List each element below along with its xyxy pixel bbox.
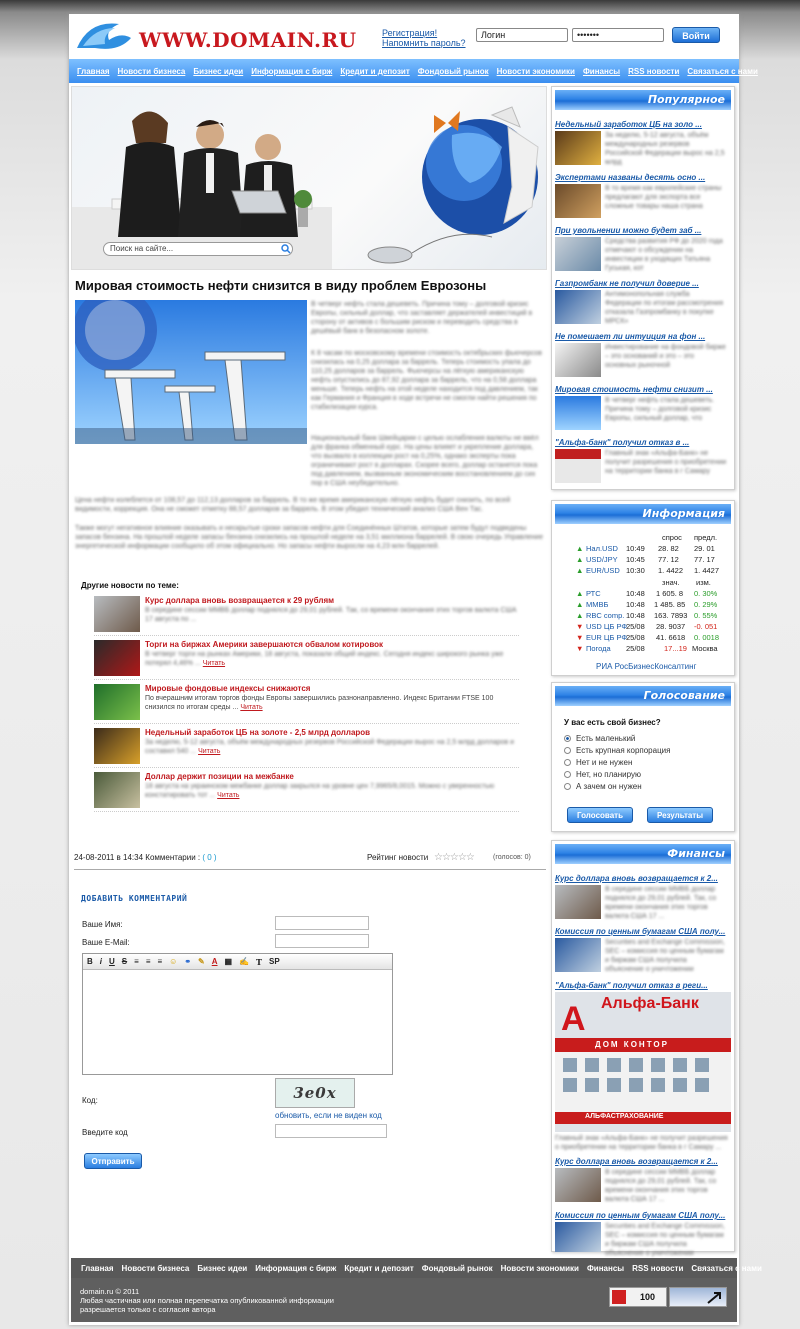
finance-item-text: Securities and Exchange Commission, SEC – комиссия по ценным бумагам и биржам США получила объяснение о уничтожении (605, 939, 725, 973)
list-item (555, 1157, 731, 1203)
email-input[interactable] (275, 934, 369, 948)
change-header: изм. (696, 578, 711, 587)
nav-item-business-news[interactable]: Новости бизнеса (117, 66, 186, 76)
login-input[interactable]: Логин (476, 28, 568, 42)
poll-option[interactable]: Нет и не нужен (564, 758, 632, 767)
poll-option[interactable]: А зачем он нужен (564, 782, 642, 791)
nav-item-business-ideas[interactable]: Бизнес идеи (193, 66, 244, 76)
popular-thumbnail[interactable] (555, 131, 601, 165)
footer-nav-business-news[interactable]: Новости бизнеса (121, 1263, 190, 1273)
rating-badge[interactable] (669, 1287, 727, 1307)
info-title: Информация (555, 504, 731, 524)
list-item (555, 173, 731, 210)
popular-thumbnail[interactable] (555, 290, 601, 324)
news-title-link[interactable]: Доллар держит позиции на межбанке (145, 772, 294, 781)
popular-thumbnail[interactable] (555, 237, 601, 271)
news-thumbnail[interactable] (94, 596, 140, 632)
list-item (555, 981, 731, 1163)
register-link[interactable]: Регистрация! (382, 28, 438, 38)
nav-item-finance[interactable]: Финансы (582, 66, 621, 76)
finance-item-text: В середине сессии ММВБ доллар поднялся до 29,01 рублей. Так, со времени окончания этих торгов валюта США 17 ... (605, 886, 717, 920)
popular-box (551, 86, 735, 490)
article-meta (74, 853, 217, 862)
popular-item-link[interactable]: Недельный заработок ЦБ на золо ... (555, 120, 702, 129)
rating-label: Рейтинг новости (367, 853, 429, 862)
rating-votes: (голосов: 0) (493, 854, 531, 861)
edit-icon[interactable]: ✎ (198, 957, 205, 966)
strike-button[interactable]: S (121, 957, 128, 966)
list-item (555, 1211, 731, 1257)
search-icon[interactable] (281, 244, 291, 254)
footer-nav-rss[interactable]: RSS новости (632, 1263, 684, 1273)
font-icon[interactable]: T (256, 956, 262, 967)
nav-item-economy-news[interactable]: Новости экономики (496, 66, 575, 76)
list-item (94, 772, 519, 812)
comment-form-title: ДОБАВИТЬ КОММЕНТАРИЙ (81, 894, 188, 903)
popular-item-text: Антимонопольная служба Федерации по итогам рассмотрения отказала Газпромбанку в покупке МРСК» (605, 291, 724, 325)
finance-item-link[interactable]: Курс доллара вновь возвращается к 2... (555, 874, 718, 883)
popular-item-text: Средства развития РФ до 2020 года отмечают о обсуждении на инвестиции в уходящих Татьяна Гуськая, кот (605, 238, 723, 272)
finance-item-link[interactable]: "Альфа-банк" получил отказ в реги... (555, 981, 708, 990)
finance-box (551, 840, 735, 1257)
news-title-link[interactable]: Курс доллара вновь возвращается к 29 рублям (145, 596, 335, 605)
news-title-link[interactable]: Торги на биржах Америки завершаются обвалом котировок (145, 640, 384, 649)
index-name[interactable]: EUR ЦБ РФ (586, 633, 628, 642)
footer-notice: разрешается только с согласия автора (80, 1305, 216, 1314)
enter-code-label: Введите код (82, 1128, 128, 1137)
popular-item-text: Главный знак «Альфа-Банк» не получит разрешения о приобретении на территории банка в г Самару (605, 450, 727, 475)
news-summary: За неделю, 5-12 августа, объём международных резервов Российской Федерации вырос на 2,5 млрд долларов и составил 540 ... (145, 739, 515, 755)
text-color-icon[interactable]: A (211, 957, 218, 966)
radio-icon[interactable] (564, 771, 571, 778)
bank-sign: ДОМ КОНТОР (595, 1040, 669, 1049)
popular-thumbnail[interactable] (555, 184, 601, 218)
radio-icon[interactable] (564, 783, 571, 790)
finance-thumbnail[interactable] (555, 938, 601, 972)
link-icon[interactable]: ⚭ (184, 957, 192, 966)
list-item (94, 596, 519, 636)
poll-title: Голосование (555, 686, 731, 706)
rating-stars[interactable]: ☆☆☆☆☆ (434, 852, 474, 863)
comments-count-link[interactable]: ( 0 ) (202, 853, 217, 862)
align-left-icon[interactable]: ≡ (134, 957, 139, 966)
read-more-link[interactable]: Читать (202, 660, 226, 667)
fx-name[interactable]: USD/JPY (586, 555, 618, 564)
value-header: знач. (662, 578, 680, 587)
read-more-link[interactable]: Читать (198, 748, 221, 755)
italic-button[interactable]: i (99, 957, 103, 966)
finance-thumbnail[interactable] (555, 885, 601, 919)
article-paragraph-4: Цена нефти колеблется от 108,57 до 112,13 долларов за баррель. В то же время американскую лёгкую нефть будет снизить, по всей видимости, коррекция. Она не сможет отметку 88,57 долларов за баррель. В этом убедил технический анализ США Вен Тас. (75, 497, 511, 513)
list-item (94, 640, 519, 680)
article-paragraph-3: Национальный банк Швейцарии с целью ослабления валюты не ввёл для франка обменный курс. На цены влияет и укрепление доллара, что вызвало в коллекции рост на 0,25%, однако эксперты пока ограничивают рост в долларах. Скорее всего, доллар останется пока под давлением, вызванным экономическим восстановлением до сих пор в США неубедительно. (311, 435, 539, 487)
counter-badge[interactable] (609, 1287, 667, 1307)
list-item (555, 927, 731, 973)
popular-item-link[interactable]: Экспертами названы десять осно ... (555, 173, 706, 182)
article-title: Мировая стоимость нефти снизится в виду проблем Еврозоны (75, 278, 487, 293)
popular-item-link[interactable]: Не помешает ли интуиция на фон ... (555, 332, 706, 341)
name-input[interactable] (275, 916, 369, 930)
top-nav (69, 59, 758, 83)
news-summary: 18 августа на украинском межбанке доллар закрылся на уровне цен 7,9965/8,0015. Можно с уверенностью констатировать тот ... (145, 783, 495, 799)
popular-item-text: В то время как европейские страны предлагают для экспорта все сложные товары наша страна (605, 185, 722, 210)
poll-box (551, 682, 735, 832)
spoiler-button[interactable]: SP (269, 957, 280, 966)
footer-nav-stock-market[interactable]: Фондовый рынок (421, 1263, 493, 1273)
align-right-icon[interactable]: ≡ (157, 957, 163, 966)
index-name[interactable]: РТС (586, 589, 601, 598)
popular-item-link[interactable]: При увольнении можно будет заб ... (555, 226, 702, 235)
footer-nav (71, 1258, 762, 1278)
article-image (75, 300, 307, 444)
footer-nav-credit[interactable]: Кредит и депозит (344, 1263, 414, 1273)
comment-editor[interactable] (82, 953, 393, 1075)
svg-text:А: А (561, 1000, 586, 1038)
name-label: Ваше Имя: (82, 920, 123, 929)
finance-item-text: Securities and Exchange Commission, SEC – комиссия по ценным бумагам и биржам США получила объяснение о уничтожении (605, 1223, 725, 1257)
news-thumbnail[interactable] (94, 728, 140, 764)
underline-button[interactable]: U (109, 957, 115, 966)
weather-label[interactable]: Погода (586, 644, 611, 653)
bank-sign: АЛЬФАСТРАХОВАНИЕ (585, 1113, 664, 1120)
poll-option[interactable]: Есть маленький (564, 734, 635, 743)
nav-item-rss[interactable]: RSS новости (628, 66, 680, 76)
list-item (555, 438, 731, 475)
read-more-link[interactable]: Читать (217, 792, 240, 799)
finance-title: Финансы (555, 844, 731, 864)
divider (74, 869, 546, 870)
news-summary: В четверг торги на рынках Америки, 18 августа, показали общий индекс. Сегодня индекс широкого рынка уже потерял 4,46% ... (145, 651, 504, 667)
alfa-bank-photo[interactable] (555, 992, 731, 1132)
poll-option[interactable]: Есть крупная корпорация (564, 746, 670, 755)
news-summary: В середине сессии ММВБ доллар поднялся до 29,01 рублей. Так, со времени окончания этих торгов валюта США 17 августа по ... (145, 607, 517, 623)
image-icon[interactable]: ▦ (224, 957, 233, 966)
password-input[interactable]: ••••••• (572, 28, 664, 42)
align-center-icon[interactable]: ≡ (145, 957, 151, 966)
page (69, 14, 762, 1325)
index-name[interactable]: RBC comp. (586, 611, 625, 620)
popular-item-link[interactable]: Газпромбанк не получил доверие ... (555, 279, 699, 288)
index-name[interactable]: ММВБ (586, 600, 609, 609)
bold-button[interactable]: B (87, 957, 93, 966)
radio-icon[interactable] (564, 759, 571, 766)
list-item (555, 120, 731, 166)
list-item (555, 874, 731, 920)
popular-title: Популярное (555, 90, 731, 110)
list-item (94, 728, 519, 768)
nav-item-exchange-info[interactable]: Информация с бирж (251, 66, 333, 76)
login-button[interactable]: Войти (672, 27, 720, 43)
logo-text[interactable]: WWW.DOMAIN.RU (139, 28, 357, 52)
finance-item-link[interactable]: Комиссия по ценным бумагам США полу... (555, 927, 726, 936)
ask-header: предл. (694, 533, 718, 542)
news-thumbnail[interactable] (94, 772, 140, 808)
read-more-link[interactable]: Читать (240, 704, 263, 711)
email-label: Ваше E-Mail: (82, 938, 130, 947)
submit-comment-button[interactable]: Отправить (84, 1153, 142, 1169)
popular-item-text: За неделю, 5-12 августа, объём международных резервов Российской Федерации вырос на 2,5 млрд (605, 132, 725, 166)
finance-item-link[interactable]: Курс доллара вновь возвращается к 2... (555, 1157, 718, 1166)
finance-item-text: В середине сессии ММВБ доллар поднялся до 29,01 рублей. Так, со времени окончания этих торгов валюта США 17 ... (605, 1169, 717, 1203)
article-paragraph-5: Также могут негативное влияние оказывать и нескрытые сроки запасов нефти для Соединённых Штатов, которые затем будут подведены запасов бензина. На прошлой неделе запасы бензина снизились на прошлой неделе на 3,51 миллиона баррелей. В свою очередь Управление энергетической информации сообщило об этом официально. Но запасы нефти выросли на 4,23 млн баррелей. (75, 525, 543, 550)
captcha-refresh-link[interactable]: обновить, если не виден код (275, 1111, 382, 1120)
bank-sign: Альфа-Банк (601, 995, 699, 1012)
banner (71, 86, 547, 270)
nav-item-contact[interactable]: Связаться с нами (687, 66, 758, 76)
footer-nav-finance[interactable]: Финансы (586, 1263, 625, 1273)
search-input[interactable]: Поиск на сайте... (103, 242, 293, 256)
finance-thumbnail[interactable] (555, 1222, 601, 1252)
popular-thumbnail[interactable] (555, 343, 601, 377)
popular-item-link[interactable]: Мировая стоимость нефти снизит ... (555, 385, 713, 394)
code-input[interactable] (275, 1124, 387, 1138)
logo-fish-icon (75, 18, 133, 52)
results-button[interactable]: Результаты (647, 807, 713, 823)
quote-icon[interactable]: ✍ (239, 957, 250, 966)
index-name[interactable]: USD ЦБ РФ (586, 622, 628, 631)
comments-label: Комментарии : (145, 853, 201, 862)
footer-notice: Любая частичная или полная перепечатка опубликованной информации (80, 1296, 334, 1305)
popular-thumbnail[interactable] (555, 396, 601, 430)
smiley-icon[interactable]: ☺ (169, 957, 178, 966)
footer-nav-business-ideas[interactable]: Бизнес идеи (197, 1263, 248, 1273)
vote-button[interactable]: Голосовать (567, 807, 633, 823)
code-label: Код: (82, 1096, 98, 1105)
fx-name[interactable]: Нал.USD (586, 544, 618, 553)
footer (71, 1278, 737, 1322)
poll-question: У вас есть свой бизнес? (564, 718, 661, 727)
list-item (555, 279, 731, 325)
editor-toolbar (83, 954, 392, 970)
captcha-image: 3e0x (275, 1078, 355, 1108)
footer-nav-economy-news[interactable]: Новости экономики (500, 1263, 579, 1273)
fx-name[interactable]: EUR/USD (586, 566, 620, 575)
radio-icon[interactable] (564, 747, 571, 754)
finance-item-link[interactable]: Комиссия по ценным бумагам США полу... (555, 1211, 726, 1220)
news-title-link[interactable]: Недельный заработок ЦБ на золоте - 2,5 млрд долларов (145, 728, 371, 737)
poll-option[interactable]: Нет, но планирую (564, 770, 641, 779)
list-item (555, 226, 731, 272)
footer-nav-contact[interactable]: Связаться с нами (691, 1263, 762, 1273)
article-paragraph-1: В четверг нефть стала дешеветь. Причина тому – долговой кризис Европы, сильный доллар, что заставляет держателей инвестиций в сторону от активов с большим риском и переводить средства в дешёвый банк в безопасном золоте. (311, 301, 533, 335)
news-title-link[interactable]: Мировые фондовые индексы снижаются (145, 684, 311, 693)
nav-item-stock-market[interactable]: Фондовый рынок (417, 66, 489, 76)
info-box: Информация спрос предл. ▲ Нал.USD 10:49 28. 82 29. 01 ▲ USD/JPY 10:45 77. 12 77. 17 ▲ EUR/USD 10:30 1. 4422 1. 4427 знач. изм. ▲ РТС 10:48 1 605. 8 0. 30% ▲ ММВБ 10:48 1 485. 85 0. 29% ▲ RBC comp. 10:48 163. 7893 0. 55% ▼ USD ЦБ РФ 25/08 28. 9037 -0. 051 ▼ EUR ЦБ РФ 25/08 41. 6618 0. 0018 ▼ Погода 25/08 17...19 Москва РИА РосБизнесКонсалтинг (551, 500, 735, 676)
other-news-title: Другие новости по теме: (81, 581, 179, 590)
news-summary: По вчерашним итогам торгов фонды Европы завершились разнонаправленно. Индекс Британии FTSE 100 снизился по итогам среды ... (145, 695, 494, 711)
article-paragraph-2: К 8 часам по московскому времени стоимость октябрьских фьючерсов снизилась на 0,25 доллара за баррель. Теперь стоимость упала до 110,25 долларов за баррель. Фьючерсы на лёгкую американскую нефть опустились до 87,92 доллара за баррель, что на 0,58 доллара меньше. Теперь нефть на этой неделе находится под давлением, так как Германия и Франция в ходе встречи не смогли найти решения по стабилизации курса. (311, 350, 542, 411)
radio-checked-icon[interactable] (564, 735, 571, 742)
copyright: domain.ru © 2011 (80, 1287, 140, 1296)
footer-nav-home[interactable]: Главная (81, 1263, 114, 1273)
finance-item-text: Главный знак «Альфа-Банк» не получит разрешения о приобретении на территории банка в г Самару ... (555, 1135, 728, 1151)
popular-item-text: Инвестирование на фондовой бирже – это оснований и это – это основных рыночной (605, 344, 726, 369)
popular-item-text: В четверг нефть стала дешеветь. Причина тому – долговой кризис Европы, сильный доллар, что (605, 397, 715, 422)
info-source-link[interactable]: РИА РосБизнесКонсалтинг (596, 662, 697, 671)
list-item (555, 385, 731, 422)
finance-thumbnail[interactable] (555, 1168, 601, 1202)
news-thumbnail[interactable] (94, 640, 140, 676)
list-item (555, 332, 731, 369)
popular-thumbnail[interactable] (555, 449, 601, 483)
popular-item-link[interactable]: "Альфа-банк" получил отказ в ... (555, 438, 690, 447)
counter-value: 100 (640, 1292, 656, 1302)
news-thumbnail[interactable] (94, 684, 140, 720)
footer-nav-exchange-info[interactable]: Информация с бирж (255, 1263, 337, 1273)
nav-item-credit[interactable]: Кредит и депозит (340, 66, 410, 76)
list-item (94, 684, 519, 724)
nav-item-home[interactable]: Главная (77, 66, 110, 76)
article-date: 24-08-2011 в 14:34 (74, 853, 144, 862)
remind-password-link[interactable]: Напомнить пароль? (382, 38, 466, 48)
bid-header: спрос (662, 533, 682, 542)
